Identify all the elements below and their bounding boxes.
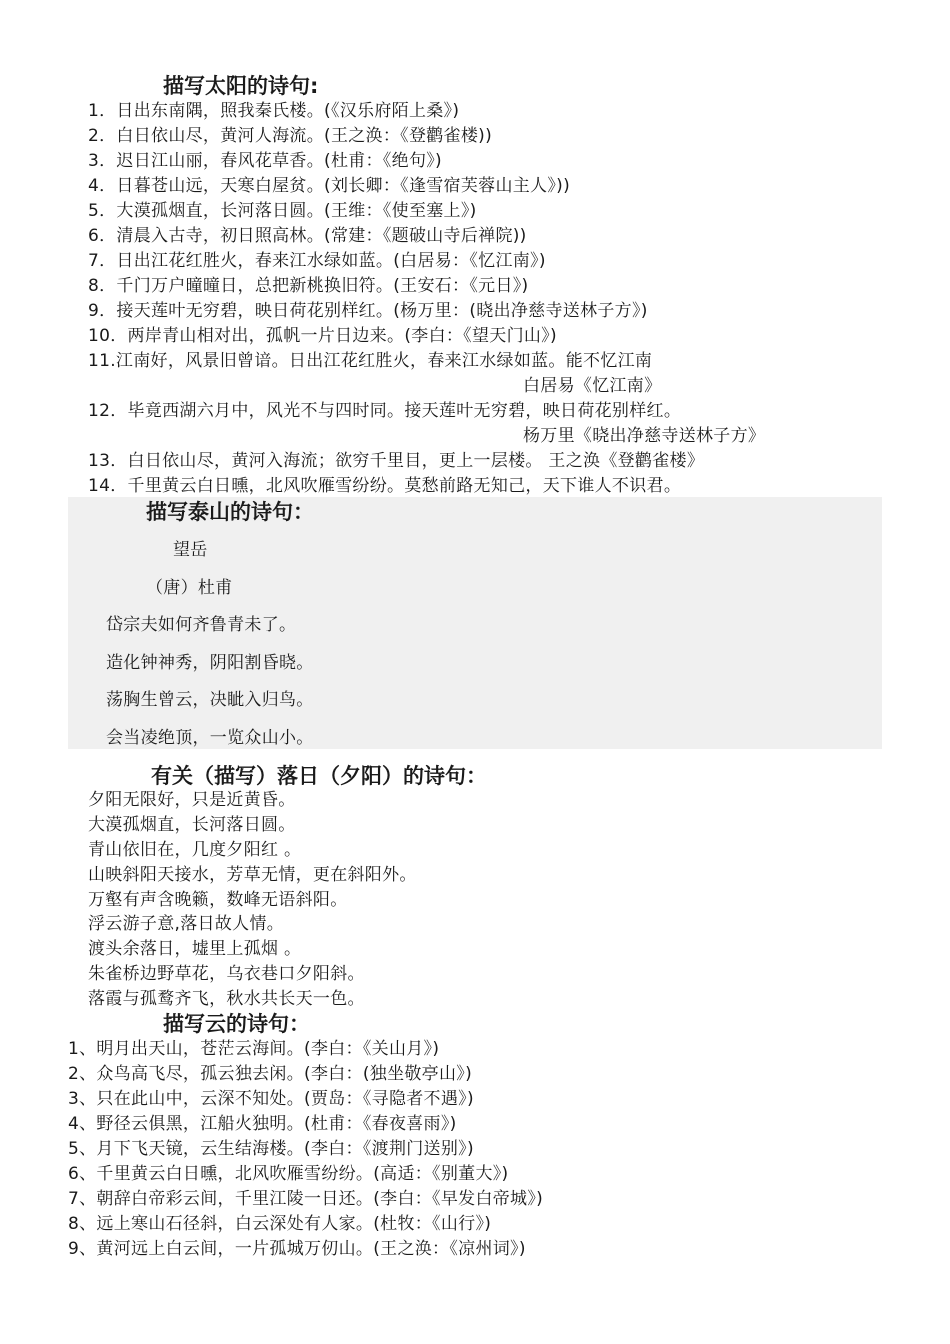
- taishan-section-title: 描写泰山的诗句：: [146, 500, 314, 524]
- sunset-line-8: 朱雀桥边野草花，乌衣巷口夕阳斜。: [88, 964, 365, 984]
- cloud-line-8: 8、远上寒山石径斜，白云深处有人家。(杜牧：《山行》): [68, 1214, 492, 1234]
- sun-section-title: 描写太阳的诗句:: [163, 74, 319, 98]
- sunset-section-title: 有关（描写）落日（夕阳）的诗句：: [151, 764, 487, 788]
- sun-line-13: 13．白日依山尽，黄河入海流；欲穷千里目，更上一层楼。 王之涣《登鹳雀楼》: [88, 451, 705, 471]
- sun-line-1: 1．日出东南隅，照我秦氏楼。(《汉乐府陌上桑》): [88, 101, 460, 121]
- sun-line-11-attribution: 白居易《忆江南》: [523, 376, 662, 396]
- cloud-line-1: 1、明月出天山，苍茫云海间。(李白：《关山月》): [68, 1039, 440, 1059]
- sun-line-14: 14．千里黄云白日曛，北风吹雁雪纷纷。莫愁前路无知己，天下谁人不识君。: [88, 476, 682, 496]
- sun-line-10: 10．两岸青山相对出，孤帆一片日边来。(李白：《望天门山》): [88, 326, 557, 346]
- taishan-poem-line-2: 造化钟神秀，阴阳割昏晓。: [106, 653, 314, 673]
- taishan-poem-title: 望岳: [173, 540, 208, 560]
- cloud-line-7: 7、朝辞白帝彩云间，千里江陵一日还。(李白：《早发白帝城》): [68, 1189, 544, 1209]
- taishan-poem-line-4: 会当凌绝顶，一览众山小。: [106, 728, 314, 748]
- sun-line-12: 12．毕竟西湖六月中，风光不与四时同。接天莲叶无穷碧，映日荷花别样红。: [88, 401, 682, 421]
- sun-line-12-attribution: 杨万里《晓出净慈寺送林子方》: [523, 426, 766, 446]
- cloud-line-6: 6、千里黄云白日曛，北风吹雁雪纷纷。(高适：《别董大》): [68, 1164, 509, 1184]
- cloud-line-9: 9、黄河远上白云间，一片孤城万仞山。(王之涣：《凉州词》): [68, 1239, 526, 1259]
- sun-line-6: 6．清晨入古寺，初日照高林。(常建：《题破山寺后禅院)): [88, 226, 527, 246]
- sunset-line-6: 浮云游子意,落日故人情。: [88, 914, 285, 934]
- sunset-line-3: 青山依旧在，几度夕阳红 。: [88, 840, 302, 860]
- sun-line-11: 11.江南好，风景旧曾谙。日出江花红胜火，春来江水绿如蓝。能不忆江南: [88, 351, 653, 371]
- cloud-line-5: 5、月下飞天镜，云生结海楼。(李白：《渡荆门送别》): [68, 1139, 474, 1159]
- cloud-line-3: 3、只在此山中，云深不知处。(贾岛：《寻隐者不遇》): [68, 1089, 474, 1109]
- sunset-line-1: 夕阳无限好，只是近黄昏。: [88, 790, 296, 810]
- sun-line-4: 4．日暮苍山远，天寒白屋贫。(刘长卿：《逢雪宿芙蓉山主人》)): [88, 176, 571, 196]
- sunset-line-4: 山映斜阳天接水，芳草无情，更在斜阳外。: [88, 865, 417, 885]
- taishan-poem-line-1: 岱宗夫如何齐鲁青未了。: [106, 615, 297, 635]
- cloud-line-2: 2、众鸟高飞尽，孤云独去闲。(李白：(独坐敬亭山》): [68, 1064, 473, 1084]
- sunset-line-5: 万壑有声含晚籁，数峰无语斜阳。: [88, 890, 348, 910]
- taishan-poem-author: （唐）杜甫: [146, 578, 233, 598]
- cloud-line-4: 4、野径云俱黑，江船火独明。(杜甫：《春夜喜雨》): [68, 1114, 457, 1134]
- sunset-line-7: 渡头余落日，墟里上孤烟 。: [88, 939, 302, 959]
- sun-line-8: 8．千门万户曈曈日，总把新桃换旧符。(王安石：《元日》): [88, 276, 529, 296]
- sun-line-2: 2．白日依山尽，黄河人海流。(王之涣：《登鹳雀楼)): [88, 126, 493, 146]
- taishan-poem-line-3: 荡胸生曾云，决眦入归鸟。: [106, 690, 314, 710]
- sun-line-5: 5．大漠孤烟直，长河落日圆。(王维：《使至塞上》): [88, 201, 477, 221]
- sun-line-3: 3．迟日江山丽，春风花草香。(杜甫：《绝句》): [88, 151, 442, 171]
- sunset-line-9: 落霞与孤鹜齐飞，秋水共长天一色。: [88, 989, 365, 1009]
- sun-line-7: 7．日出江花红胜火，春来江水绿如蓝。(白居易：《忆江南》): [88, 251, 546, 271]
- cloud-section-title: 描写云的诗句：: [163, 1012, 310, 1036]
- sun-line-9: 9．接天莲叶无穷碧，映日荷花别样红。(杨万里：(晓出净慈寺送林子方》): [88, 301, 648, 321]
- sunset-line-2: 大漠孤烟直，长河落日圆。: [88, 815, 296, 835]
